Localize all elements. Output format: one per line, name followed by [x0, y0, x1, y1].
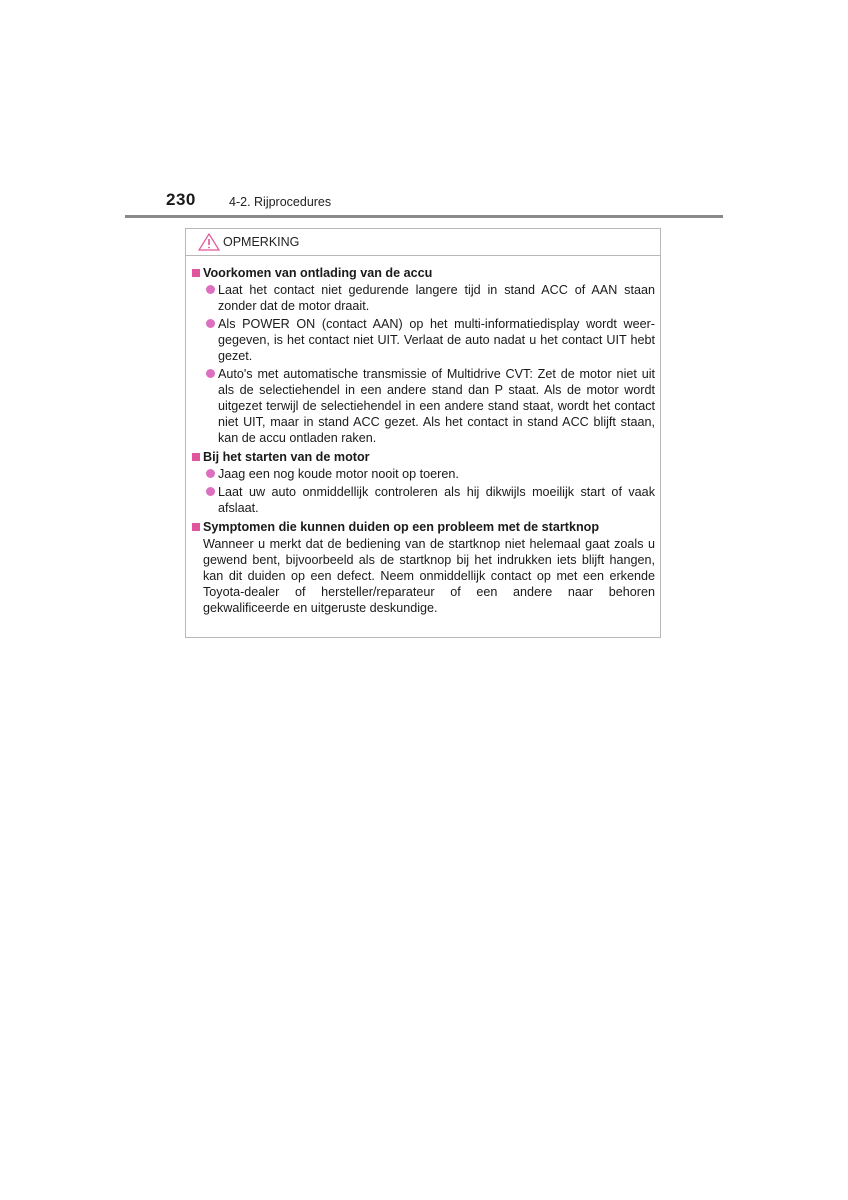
dot-bullet-icon [206, 469, 215, 478]
section-heading [190, 265, 655, 281]
notice-body [186, 256, 660, 616]
section-title: 4-2. Rijprocedures [229, 195, 332, 209]
dot-bullet-icon [206, 285, 215, 294]
list-item-text: Laat het contact niet gedurende langere tijd in stand ACC of AAN staan zonder dat de motor draait. [218, 283, 655, 313]
list-item [190, 316, 655, 364]
square-bullet-icon [192, 453, 200, 461]
list-item [190, 466, 655, 482]
section-heading-text: Voorkomen van ontlading van de accu [203, 266, 433, 280]
warning-triangle-icon [198, 233, 220, 251]
list-item-text: Als POWER ON (contact AAN) op het multi-informatiedisplay wordt weer-gegeven, is het contact niet UIT. Verlaat de auto nadat u het contact UIT hebt gezet. [218, 317, 655, 363]
notice-title: OPMERKING [223, 235, 300, 249]
dot-bullet-icon [206, 319, 215, 328]
dot-bullet-icon [206, 369, 215, 378]
section-heading-text: Bij het starten van de motor [203, 450, 370, 464]
notice-header [186, 229, 660, 256]
list-item [190, 484, 655, 516]
header-divider [125, 215, 723, 218]
dot-bullet-icon [206, 487, 215, 496]
notice-section [190, 519, 655, 616]
list-item-text: Auto's met automatische transmissie of Multidrive CVT: Zet de motor niet uit als de selectiehendel in een andere stand dan P staat. Als de motor wordt uitgezet terwijl de selectiehendel in een andere stand staat, wordt het contact niet UIT, maar in stand ACC gezet. Als het contact in stand ACC blijft staan, kan de accu ontladen raken. [218, 367, 655, 445]
list-item-text: Jaag een nog koude motor nooit op toeren. [218, 467, 459, 481]
section-heading [190, 519, 655, 535]
page-number: 230 [166, 190, 196, 209]
notice-section [190, 265, 655, 446]
section-paragraph: Wanneer u merkt dat de bediening van de startknop niet helemaal gaat zoals u gewend bent, bijvoorbeeld als de startknop bij het indrukken iets blijft hangen, kan dit duiden op een defect. Neem onmiddellijk contact op met een erkende Toyota-dealer of hersteller/reparateur of een andere naar behoren gekwalificeerde en uitgeruste deskundige. [203, 537, 655, 615]
section-heading [190, 449, 655, 465]
list-item [190, 282, 655, 314]
notice-box [185, 228, 661, 638]
notice-section [190, 449, 655, 516]
square-bullet-icon [192, 523, 200, 531]
list-item-text: Laat uw auto onmiddellijk controleren als hij dikwijls moeilijk start of vaak afslaat. [218, 485, 655, 515]
square-bullet-icon [192, 269, 200, 277]
section-heading-text: Symptomen die kunnen duiden op een probleem met de startknop [203, 520, 600, 534]
list-item [190, 366, 655, 446]
